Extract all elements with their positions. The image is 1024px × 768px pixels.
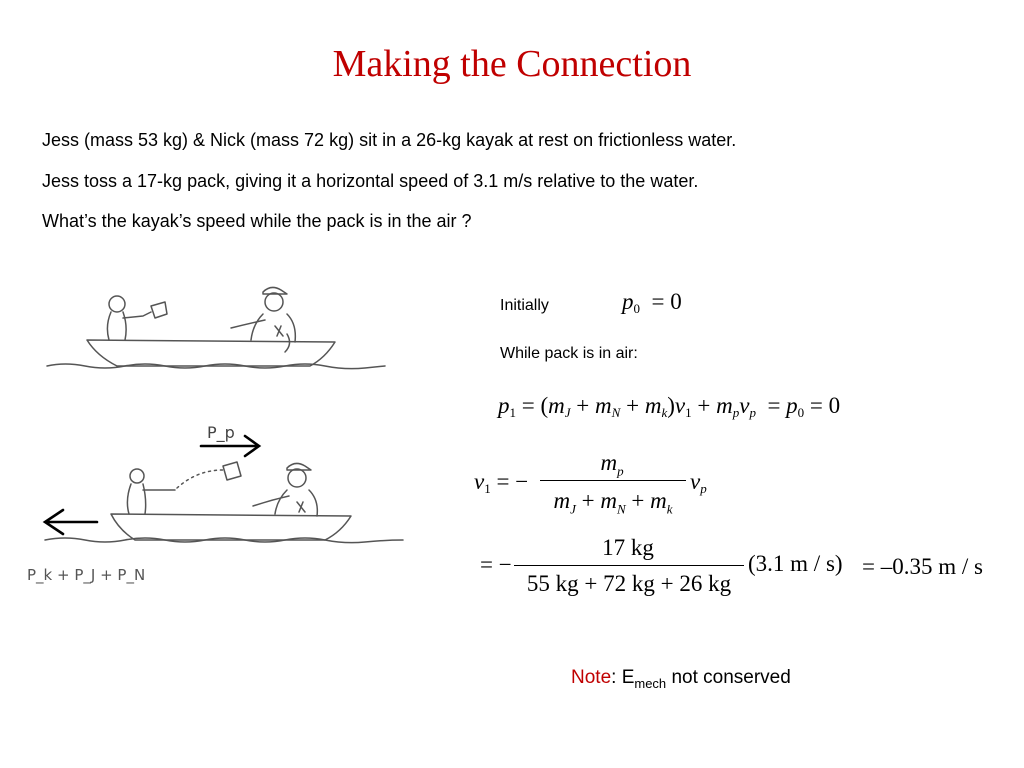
momentum-sum-label: P_k + P_J + P_N (27, 566, 146, 584)
equation-v1-lhs: $v_1$ = − (474, 469, 529, 496)
pack-momentum-label: P_p (207, 423, 235, 442)
problem-line-1: Jess (mass 53 kg) & Nick (mass 72 kg) sit in a 26-kg kayak at rest on frictionless water. (42, 130, 737, 150)
equation-numeric-speed: (3.1 m / s) (748, 551, 843, 576)
note-mech-energy: Note: $E_{mech}$ not conserved (571, 667, 791, 691)
equation-result: = –0.35 m / s (862, 554, 983, 579)
pack-top (151, 302, 167, 318)
equation-momentum-conservation: $p_1 = (m_J + m_N + m_k)v_1 + m_pv_p = p_0 = 0$ (498, 393, 841, 420)
jess-head (109, 296, 125, 312)
nick-head-bottom (288, 469, 306, 487)
fraction-numeric-denominator: 55 kg + 72 kg + 26 kg (526, 571, 732, 596)
equation-initial-momentum: $p_0 = 0$ (622, 289, 682, 316)
kayak-hull-top (87, 340, 335, 366)
fraction-numeric-numerator: 17 kg (602, 535, 654, 560)
pack-air (223, 462, 241, 480)
label-initially: Initially (500, 297, 549, 314)
slide-title: Making the Connection (332, 43, 692, 85)
nick-head (265, 293, 283, 311)
kayak-hull-bottom (111, 514, 351, 540)
note-label: Note (571, 667, 612, 688)
equation-v1-vp: $v_p$ (690, 469, 707, 496)
fraction-bar-numeric (514, 565, 744, 566)
equation-numeric-prefix: = − (480, 552, 512, 577)
kayak-illustration (25, 280, 425, 610)
jess-head-bottom (130, 469, 144, 483)
problem-line-3: What’s the kayak’s speed while the pack is in the air ? (42, 211, 472, 231)
fraction-bar-v1 (540, 480, 686, 481)
fraction-denominator-masses: $m_J + m_N + m_k$ (553, 488, 673, 517)
problem-line-2: Jess toss a 17-kg pack, giving it a horizontal speed of 3.1 m/s relative to the water. (42, 171, 699, 191)
speed-value: 3.1 m / s (755, 551, 835, 576)
pack-trajectory (177, 470, 223, 488)
fraction-numerator-mp: $m_p$ (600, 450, 624, 479)
label-while-in-air: While pack is in air: (500, 345, 638, 362)
kayak-momentum-arrow (45, 510, 97, 534)
